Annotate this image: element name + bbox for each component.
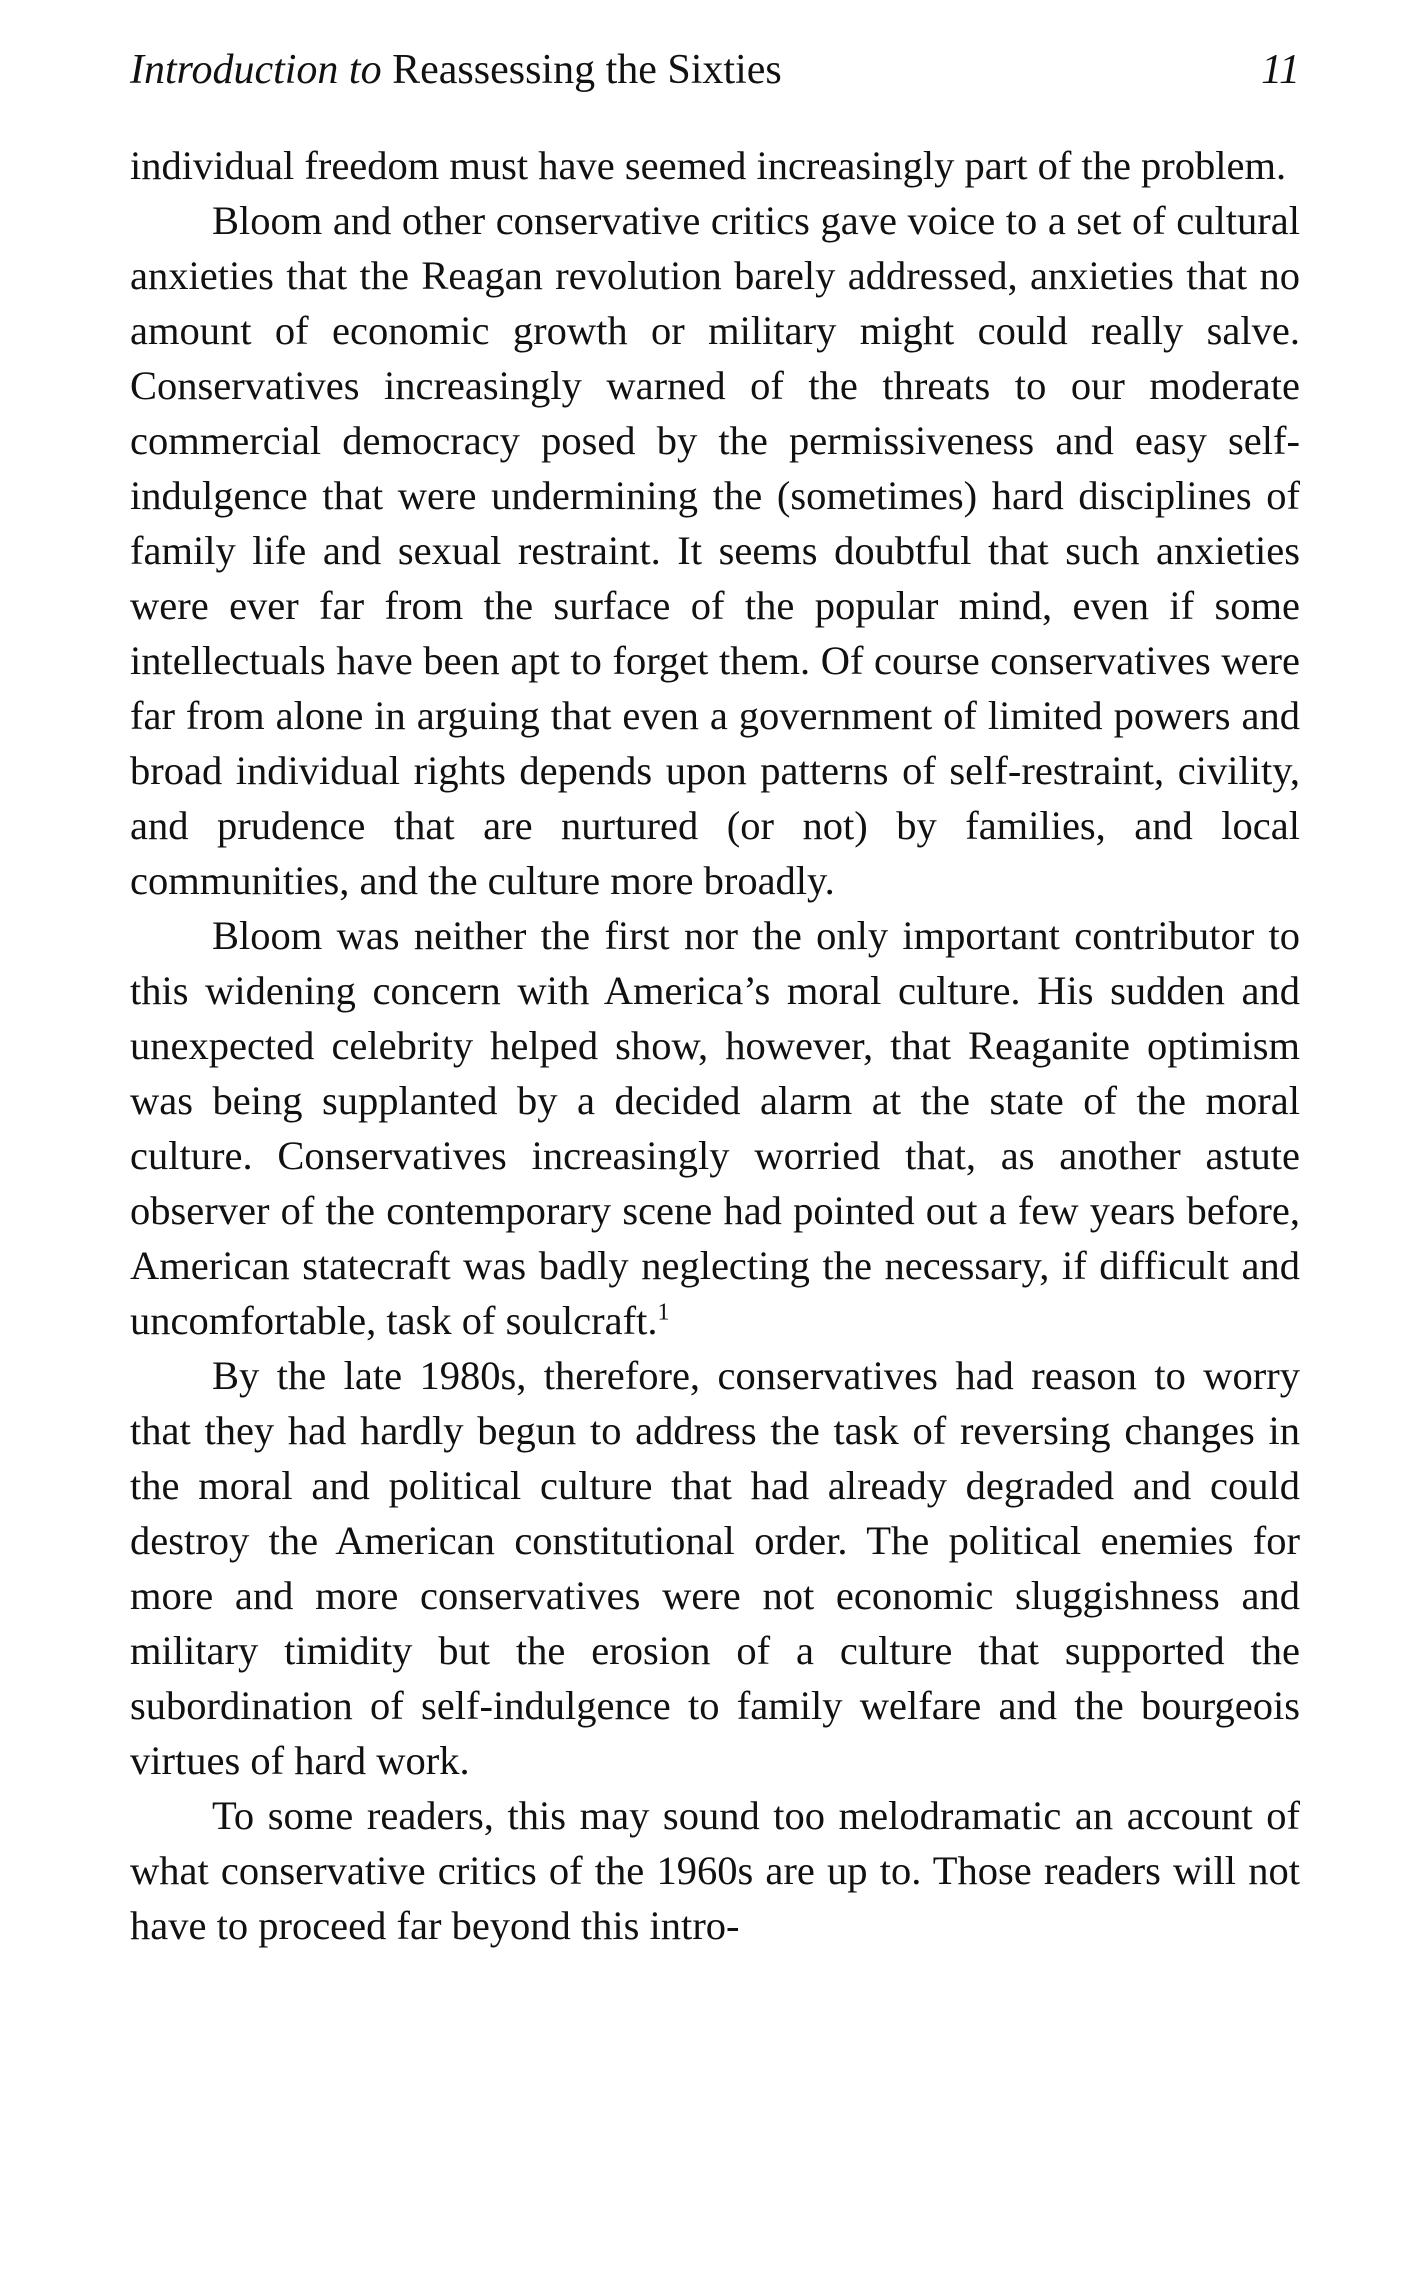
paragraph-1: individual freedom must have seemed increasingly part of the problem. [130,143,1287,188]
paragraph-3-text: Bloom was neither the first nor the only important contributor to this widening concern with America’s moral culture. His sudden and unexpected celebrity helped show, however, that Reaganite optimism was being supplanted by a decided alarm at the state of the moral culture. Conservatives increasingly worried that, as another astute observer of the contemporary scene had pointed out a few years before, American statecraft was badly neglecting the necessary, if difficult and uncomfortable, task of soulcraft. [130,913,1300,1343]
page-number: 11 [1261,47,1300,93]
paragraph-4: By the late 1980s, therefore, conservatives had reason to worry that they had hardly begun to address the task of reversing changes in the moral and political culture that had already degraded and could destroy the American constitutional order. The political enemies for more and more conservatives were not economic sluggishness and military timidity but the erosion of a culture that supported the subordination of self-indulgence to family welfare and the bourgeois virtues of hard work. [130,1353,1300,1783]
running-head-title: Reassessing the Sixties [392,47,782,93]
paragraph-3 [130,908,1300,1348]
running-head [130,40,1300,100]
body-text [130,138,1300,1953]
footnote-marker[interactable]: 1 [657,1299,670,1326]
paragraph-5: To some readers, this may sound too melodramatic an account of what conservative critics of the 1960s are up to. Those readers will not have to proceed far beyond this intro- [130,1793,1300,1948]
book-page [130,40,1300,1953]
paragraph-2: Bloom and other conservative critics gave voice to a set of cultural anxieties that the Reagan revolution barely addressed, anxieties that no amount of economic growth or military might could really salve. Conservatives increasingly warned of the threats to our moderate commercial democracy posed by the permissiveness and easy self-indulgence that were undermining the (sometimes) hard disciplines of family life and sexual restraint. It seems doubtful that such anxieties were ever far from the surface of the popular mind, even if some intellectuals have been apt to forget them. Of course conservatives were far from alone in arguing that even a government of limited powers and broad individual rights depends upon patterns of self-restraint, civility, and prudence that are nurtured (or not) by families, and local communities, and the culture more broadly. [130,198,1300,903]
running-head-title-italic: Introduction to [130,47,382,93]
